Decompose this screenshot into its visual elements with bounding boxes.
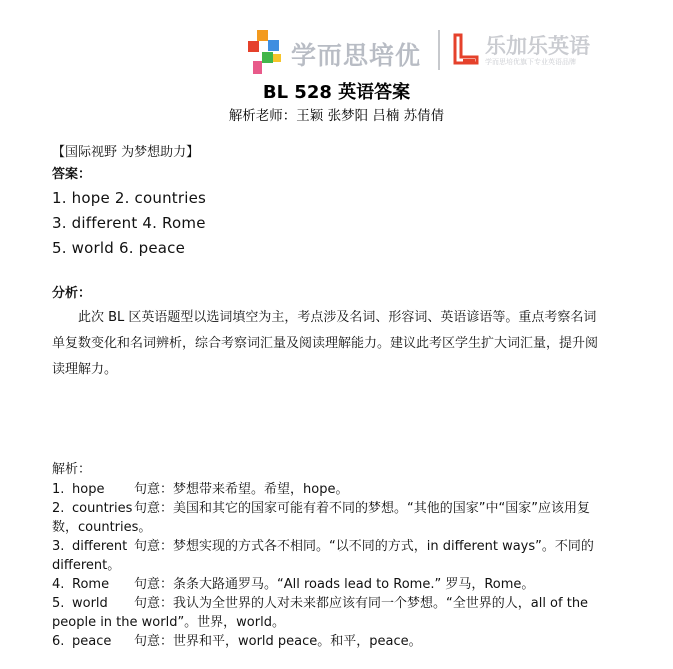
explanation-number: 2. bbox=[52, 501, 65, 516]
explanation-text: 句意：条条大路通罗马。“All roads lead to Rome.” 罗马，Rome。 bbox=[134, 577, 535, 592]
explanation-item bbox=[52, 480, 608, 499]
header-logos bbox=[245, 24, 615, 76]
explanation-item bbox=[52, 594, 608, 632]
answer-line: 1. hope 2. countries bbox=[52, 189, 207, 207]
explanation-word: different bbox=[72, 539, 128, 554]
answer-list bbox=[52, 186, 612, 261]
explanation-word: countries bbox=[72, 501, 133, 516]
answer-line: 3. different 4. Rome bbox=[52, 214, 206, 232]
explanation-number: 1. bbox=[52, 482, 65, 497]
answers-label: 答案： bbox=[52, 167, 92, 182]
explanation-word: Rome bbox=[72, 577, 110, 592]
logo-divider bbox=[438, 30, 440, 70]
explanation-item bbox=[52, 537, 608, 575]
explanation-number: 5. bbox=[52, 596, 65, 611]
explanations-section bbox=[52, 460, 608, 651]
ljl-logo-text: 乐加乐英语 bbox=[485, 34, 590, 58]
ljl-logo-icon bbox=[451, 33, 481, 65]
explanation-number: 3. bbox=[52, 539, 65, 554]
analysis-label: 分析： bbox=[52, 286, 92, 301]
analysis-paragraph: 此次 BL 区英语题型以选词填空为主，考点涉及名词、形容词、英语谚语等。重点考察名词单复数变化和名词辨析，综合考察词汇量及阅读理解能力。建议此考区学生扩大词汇量，提升阅读理解力。 bbox=[52, 310, 599, 377]
explanation-text: 句意：世界和平，world peace。和平，peace。 bbox=[134, 634, 422, 649]
explanation-text: 句意：我认为全世界的人对未来都应该有同一个梦想。“全世界的人，all of the people in the world”。世界，world。 bbox=[52, 596, 589, 630]
document-title: BL 528 英语答案 bbox=[262, 82, 411, 103]
section-tag: 【国际视野 为梦想助力】 bbox=[52, 145, 200, 160]
xes-logo-text: 学而思培优 bbox=[291, 41, 422, 70]
explanation-item bbox=[52, 632, 608, 651]
teacher-names: 解析老师：王颖 张梦阳 吕楠 苏倩倩 bbox=[228, 108, 445, 124]
explanation-word: hope bbox=[72, 482, 105, 497]
explanation-item bbox=[52, 575, 608, 594]
xes-logo-icon bbox=[248, 30, 284, 74]
spacer bbox=[52, 261, 612, 283]
explanation-item bbox=[52, 499, 608, 537]
explanation-text: 句意：美国和其它的国家可能有着不同的梦想。“其他的国家”中“国家”应该用复数，countries。 bbox=[52, 501, 590, 535]
answer-line: 5. world 6. peace bbox=[52, 239, 186, 257]
explanation-word: world bbox=[72, 596, 108, 611]
explanation-text: 句意：梦想带来希望。希望，hope。 bbox=[134, 482, 349, 497]
explanations-label: 解析： bbox=[52, 462, 92, 477]
analysis-section bbox=[52, 283, 612, 383]
ljl-logo-subtext: 学而思培优旗下专业英语品牌 bbox=[485, 58, 576, 66]
explanation-word: peace bbox=[72, 634, 112, 649]
explanation-text: 句意：梦想实现的方式各不相同。“以不同的方式，in different ways”。不同的 different。 bbox=[52, 539, 594, 573]
explanation-number: 4. bbox=[52, 577, 65, 592]
explanation-number: 6. bbox=[52, 634, 65, 649]
main-content bbox=[52, 142, 612, 383]
